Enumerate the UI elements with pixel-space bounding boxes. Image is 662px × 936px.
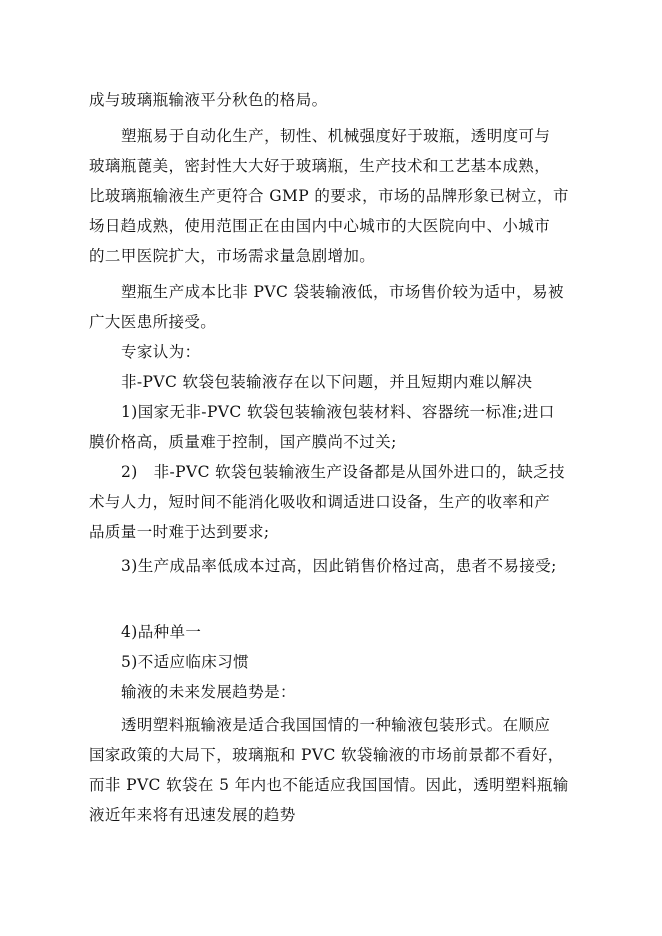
text-line: 场日趋成熟，使用范围正在由国内中心城市的大医院向中、小城市	[89, 217, 551, 235]
text-line: 输液的未来发展趋势是：	[121, 683, 296, 701]
text-line: 品质量一时难于达到要求;	[89, 523, 270, 541]
text-line: 液近年来将有迅速发展的趋势	[89, 806, 296, 824]
text-line: 专家认为：	[121, 343, 201, 361]
text-line: 非-PVC 软袋包装输液存在以下问题，并且短期内难以解决	[121, 373, 533, 391]
text-line: 塑瓶生产成本比非 PVC 袋装输液低，市场售价较为适中，易被	[121, 283, 564, 301]
text-line: 比玻璃瓶输液生产更符合 GMP 的要求，市场的品牌形象已树立，市	[89, 187, 569, 205]
text-line: 玻璃瓶蓖美，密封性大大好于玻璃瓶，生产技术和工艺基本成熟，	[89, 157, 551, 175]
text-line: 的二甲医院扩大，市场需求量急剧增加。	[89, 247, 376, 265]
text-line: 3)生产成品率低成本过高，因此销售价格过高，患者不易接受;	[121, 557, 557, 575]
text-line: 术与人力，短时间不能消化吸收和调适进口设备，生产的收率和产	[89, 493, 551, 511]
text-line: 国家政策的大局下，玻璃瓶和 PVC 软袋输液的市场前景都不看好，	[89, 746, 564, 764]
text-line: 膜价格高，质量难于控制，国产膜尚不过关;	[89, 433, 397, 451]
text-line: 成与玻璃瓶输液平分秋色的格局。	[89, 91, 328, 109]
text-line: 4)品种单一	[121, 623, 202, 641]
text-line: 5)不适应临床习惯	[121, 653, 250, 671]
text-line: 广大医患所接受。	[89, 313, 217, 331]
text-line: 而非 PVC 软袋在 5 年内也不能适应我国国情。因此，透明塑料瓶输	[89, 776, 569, 794]
text-line: 1)国家无非-PVC 软袋包装输液包装材料、容器统一标准;进口	[121, 403, 555, 421]
text-line: 塑瓶易于自动化生产，韧性、机械强度好于玻瓶，透明度可与	[121, 127, 551, 145]
text-line: 2) 非-PVC 软袋包装输液生产设备都是从国外进口的，缺乏技	[121, 463, 565, 481]
text-line: 透明塑料瓶输液是适合我国国情的一种输液包装形式。在顺应	[121, 716, 551, 734]
